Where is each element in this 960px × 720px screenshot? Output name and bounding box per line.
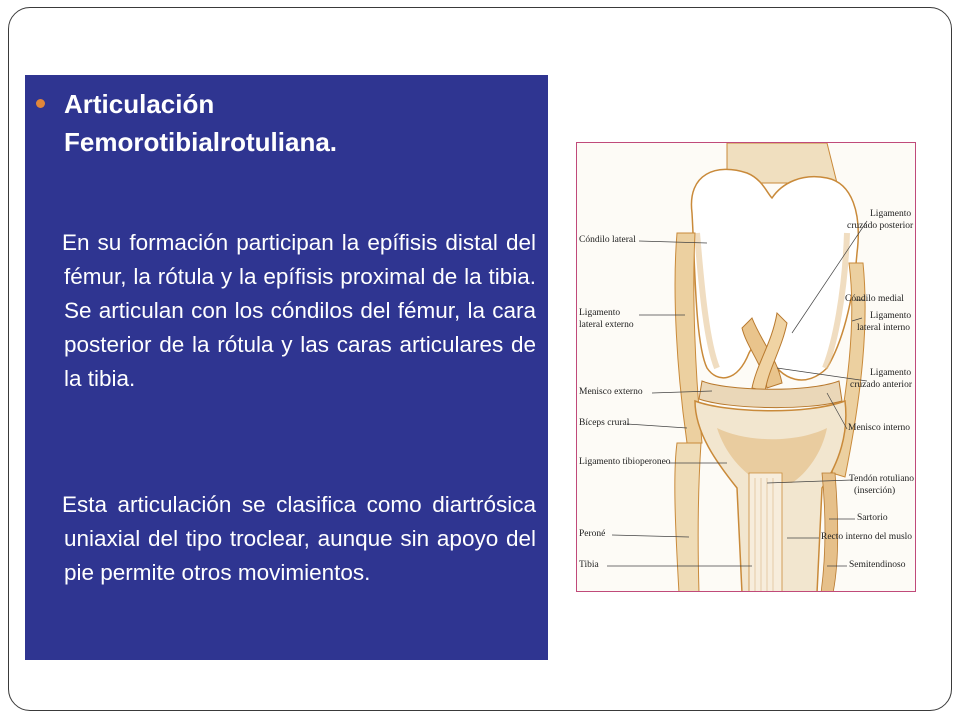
knee-illustration [577, 143, 916, 592]
knee-anatomy-figure [576, 142, 916, 592]
fibula [675, 443, 701, 592]
label-tendon-rotuliano-1: Tendón rotuliano [849, 474, 915, 484]
paragraph-formation: En su formación participan la epífisis distal del fémur, la rótula y la epífisis proximal de la tibia. Se articulan con los cóndilos del fémur, la cara posterior de la rótula y las caras articulares de la tibia. [62, 230, 536, 391]
label-lig-cruzado-posterior-1: Ligamento [870, 209, 912, 219]
patellar-tendon [749, 473, 782, 592]
title-line-2: Femorotibialrotuliana. [64, 127, 338, 157]
label-biceps-crural: Bíceps crural [579, 418, 630, 428]
label-lig-cruzado-anterior-2: cruzado anterior [850, 380, 912, 390]
bullet-icon [36, 99, 45, 108]
label-lig-lateral-interno-2: lateral interno [857, 323, 911, 333]
label-sartorio: Sartorio [857, 513, 888, 523]
label-semitendinoso: Semitendinoso [849, 560, 906, 570]
label-recto-interno: Recto interno del muslo [821, 532, 913, 542]
label-ligamento-lateral-externo-2: lateral externo [579, 320, 634, 330]
label-tibia: Tibia [579, 560, 599, 570]
label-perone: Peroné [579, 529, 606, 539]
paragraph-classification: Esta articulación se clasifica como diartrósica uniaxial del tipo troclear, aunque sin apoyo del pie permite otros movimientos. [62, 492, 536, 585]
label-condilo-medial: Cóndilo medial [845, 294, 904, 304]
label-lig-cruzado-posterior-2: cruzado posterior [847, 221, 914, 231]
slide-title [64, 85, 534, 161]
label-tendon-rotuliano-2: (inserción) [854, 486, 896, 496]
label-ligamento-lateral-externo-1: Ligamento [579, 308, 621, 318]
label-condilo-lateral: Cóndilo lateral [579, 235, 636, 245]
label-ligamento-tibioperoneo: Ligamento tibioperoneo [579, 457, 671, 467]
label-lig-cruzado-anterior-1: Ligamento [870, 368, 912, 378]
label-menisco-externo: Menisco externo [579, 387, 643, 397]
label-menisco-interno: Menisco interno [848, 423, 911, 433]
label-lig-lateral-interno-1: Ligamento [870, 311, 912, 321]
title-line-1: Articulación [64, 89, 215, 119]
